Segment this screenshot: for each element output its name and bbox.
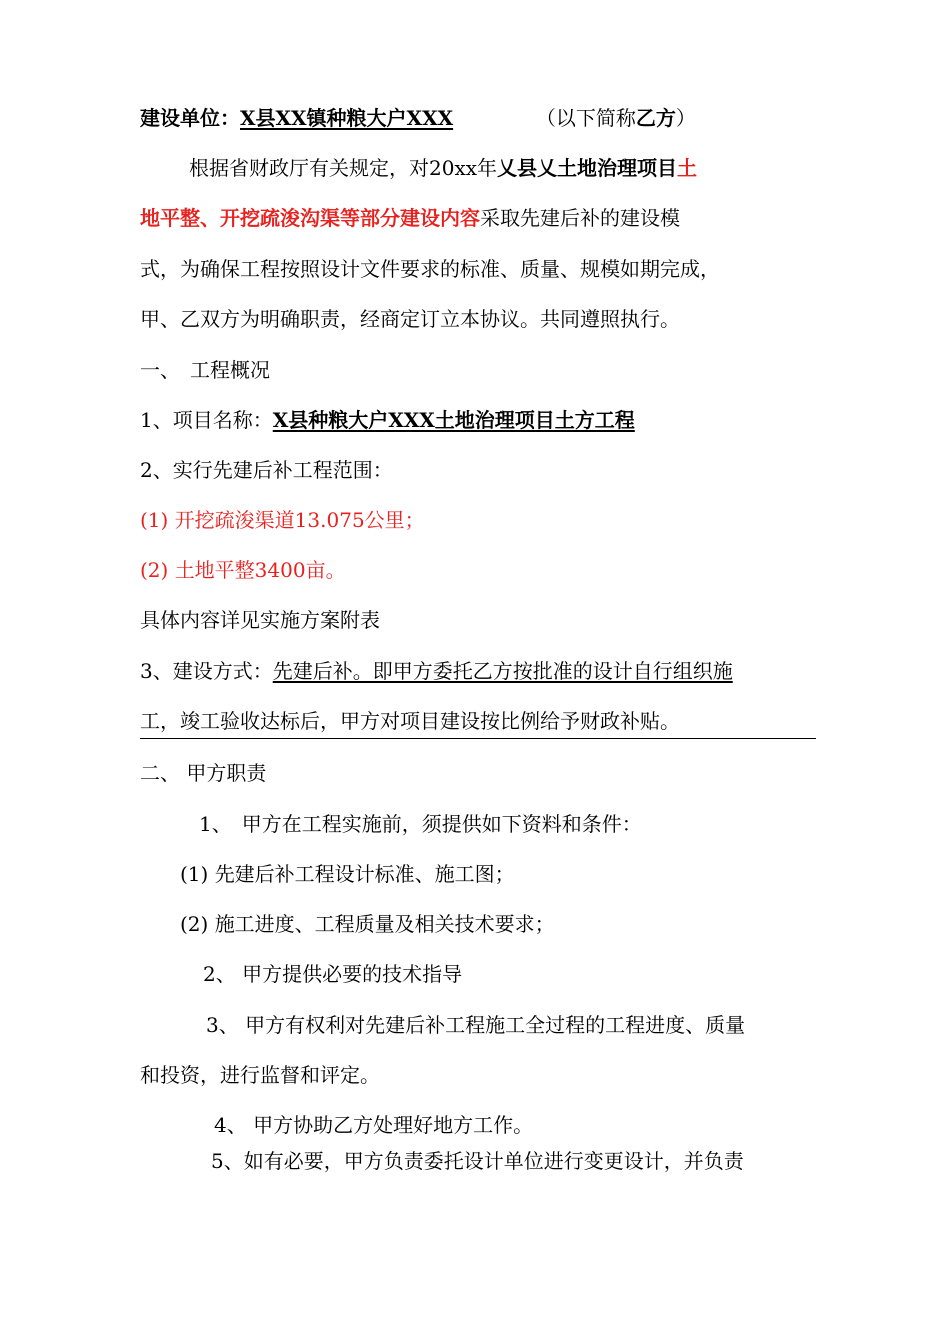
project-name-value: X县种粮大户XXX土地治理项目土方工程 <box>272 408 635 432</box>
construction-mode-line <box>140 657 733 685</box>
intro-project-name: 乂县乂土地治理项目 <box>497 156 678 180</box>
project-name-line <box>140 406 635 434</box>
construction-mode-value-b: 工，竣工验收达标后，甲方对项目建设按比例给予财政补贴。 <box>140 709 680 733</box>
intro-text-b: 采取先建后补的建设模 <box>480 206 680 230</box>
duty-4: 4、 甲方协助乙方处理好地方工作。 <box>214 1113 534 1137</box>
duty-1-item-b: (2) 施工进度、工程质量及相关技术要求； <box>180 912 555 936</box>
abbreviation-party: 乙方 <box>635 106 676 130</box>
section-1-title: 一、 工程概况 <box>140 358 270 382</box>
construction-mode-label: 3、建设方式： <box>140 659 273 683</box>
project-name-label: 1、项目名称： <box>140 408 273 432</box>
abbreviation-note-suffix: ） <box>675 106 696 130</box>
intro-scope-red-b: 地平整、开挖疏浚沟渠等部分建设内容 <box>140 206 480 230</box>
abbreviation-note-prefix: （以下简称 <box>535 106 636 130</box>
intro-line-2 <box>140 204 680 232</box>
duty-1-item-a: (1) 先建后补工程设计标准、施工图； <box>180 862 515 886</box>
intro-text-a: 根据省财政厅有关规定，对20xx年 <box>189 156 498 180</box>
construction-unit-label: 建设单位： <box>140 106 240 130</box>
detail-note: 具体内容详见实施方案附表 <box>140 608 380 632</box>
construction-mode-value-a: 先建后补。即甲方委托乙方按批准的设计自行组织施 <box>272 659 733 683</box>
intro-line-4: 甲、乙双方为明确职责，经商定订立本协议。共同遵照执行。 <box>140 307 680 331</box>
duty-1: 1、 甲方在工程实施前，须提供如下资料和条件： <box>199 812 642 836</box>
scope-item-2: (2) 土地平整3400亩。 <box>140 558 346 582</box>
underline-rule <box>140 738 816 739</box>
intro-scope-red-a: 土 <box>677 156 698 180</box>
duty-3-line-a: 3、 甲方有权利对先建后补工程施工全过程的工程进度、质量 <box>206 1013 746 1037</box>
scope-heading: 2、实行先建后补工程范围： <box>140 458 393 482</box>
section-2-title: 二、 甲方职责 <box>140 761 267 785</box>
construction-unit-value: X县XX镇种粮大户XXX <box>240 106 454 130</box>
scope-item-1: (1) 开挖疏浚渠道13.075公里； <box>140 508 425 532</box>
duty-2: 2、 甲方提供必要的技术指导 <box>203 962 463 986</box>
intro-line-3: 式，为确保工程按照设计文件要求的标准、质量、规模如期完成， <box>140 257 720 281</box>
duty-5: 5、如有必要，甲方负责委托设计单位进行变更设计，并负责 <box>211 1149 744 1173</box>
construction-unit-line <box>140 104 696 132</box>
duty-3-line-b: 和投资，进行监督和评定。 <box>140 1063 380 1087</box>
intro-line-1 <box>189 154 697 182</box>
